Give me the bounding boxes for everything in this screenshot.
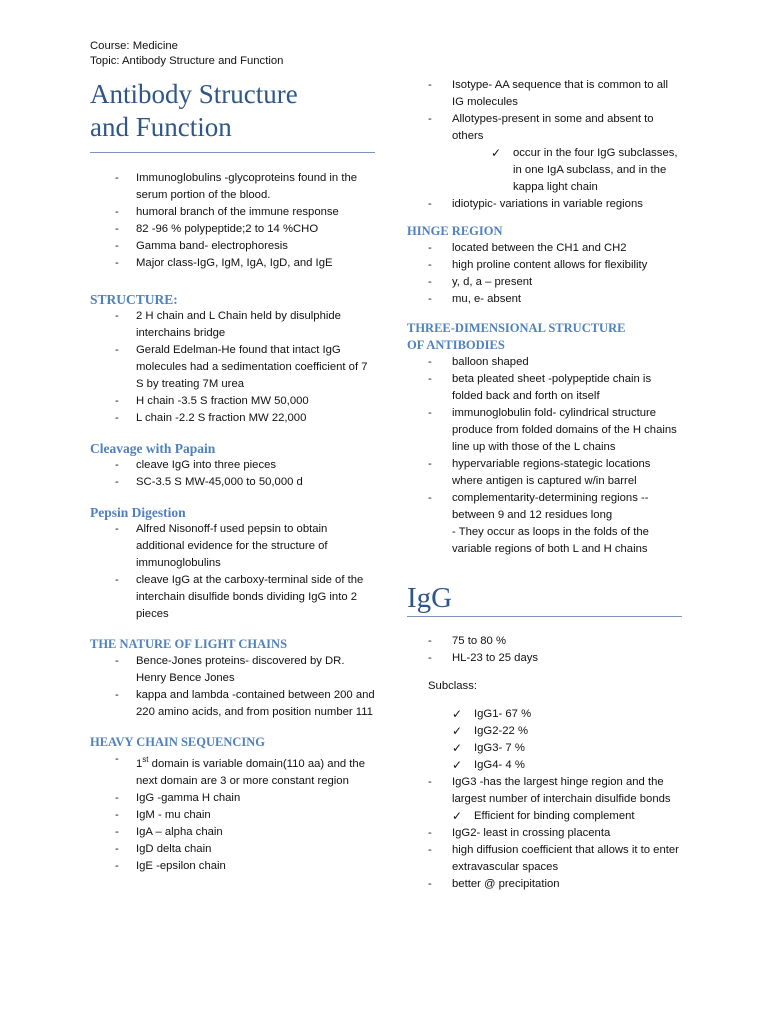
idiotypic-list	[407, 196, 682, 213]
heavy-chain-list	[90, 751, 375, 875]
list-item: - 75 to 80 %	[407, 633, 682, 650]
list-item: - Gerald Edelman-He found that intact IgG molecules had a sedimentation coefficient of 7 S by treating 7M urea	[90, 342, 375, 393]
list-item: - IgG3 -has the largest hinge region and the largest number of interchain disulfide bonds	[407, 774, 682, 808]
check-mark-icon: ✓	[452, 707, 463, 721]
list-item: - IgM - mu chain	[90, 807, 375, 824]
list-item: - Gamma band- electrophoresis	[90, 238, 375, 255]
loops-note: - They occur as loops in the folds of the variable regions of both L and H chains	[452, 526, 649, 555]
structure-list	[90, 308, 375, 427]
list-item: - Isotype- AA sequence that is common to all IG molecules	[407, 77, 682, 111]
list-item: - immunoglobulin fold- cylindrical structure produce from folded domains of the H chains line up with those of the L chains	[407, 405, 682, 456]
heading-line-1: THREE-DIMENSIONAL STRUCTURE	[407, 321, 626, 335]
pepsin-heading: Pepsin Digestion	[90, 505, 186, 520]
list-item: - idiotypic- variations in variable regions	[407, 196, 682, 213]
igg3-list	[407, 774, 682, 808]
title-line-1: Antibody Structure	[90, 79, 298, 109]
check-item	[407, 145, 682, 196]
list-item: - IgE -epsilon chain	[90, 858, 375, 875]
check-item	[407, 808, 682, 825]
check-item	[407, 740, 682, 757]
hinge-region-heading: HINGE REGION	[407, 224, 503, 238]
list-item: - 2 H chain and L Chain held by disulphide interchains bridge	[90, 308, 375, 342]
heading-line-2: OF ANTIBODIES	[407, 338, 505, 352]
list-item: - SC-3.5 S MW-45,000 to 50,000 d	[90, 474, 375, 491]
check-mark-icon: ✓	[452, 809, 463, 823]
list-item: - IgD delta chain	[90, 841, 375, 858]
check-mark-icon: ✓	[452, 724, 463, 738]
intro-list	[90, 170, 375, 272]
left-column	[90, 0, 375, 875]
first-domain-text: domain is variable domain(110 aa) and the next domain are 3 or more constant region	[136, 757, 365, 787]
igg-divider	[407, 616, 682, 617]
check-text: IgG4- 4 %	[474, 759, 525, 771]
light-chains-list	[90, 653, 375, 721]
list-item: - Allotypes-present in some and absent to others	[407, 111, 682, 145]
ordinal-suffix: st	[142, 755, 149, 764]
check-text: IgG1- 67 %	[474, 708, 532, 720]
check-text: IgG2-22 %	[474, 725, 529, 737]
topic-line: Topic: Antibody Structure and Function	[90, 55, 284, 67]
pepsin-list	[90, 521, 375, 623]
list-item: - Major class-IgG, IgM, IgA, IgD, and IgE	[90, 255, 375, 272]
right-column	[407, 0, 682, 893]
list-item: - IgG -gamma H chain	[90, 790, 375, 807]
list-item: - L chain -2.2 S fraction MW 22,000	[90, 410, 375, 427]
list-item: - kappa and lambda -contained between 200 and 220 amino acids, and from position number 111	[90, 687, 375, 721]
list-item: - y, d, a – present	[407, 274, 682, 291]
three-d-structure-heading	[407, 320, 682, 354]
list-item: - Bence-Jones proteins- discovered by DR. Henry Bence Jones	[90, 653, 375, 687]
check-item	[407, 757, 682, 774]
subclass-list	[407, 706, 682, 774]
check-text: Efficient for binding complement	[474, 810, 635, 822]
title-line-2: and Function	[90, 112, 232, 142]
list-item: - beta pleated sheet -polypeptide chain is folded back and forth on itself	[407, 371, 682, 405]
list-item: - cleave IgG at the carboxy-terminal side of the interchain disulfide bonds dividing IgG into 2 pieces	[90, 572, 375, 623]
list-item: - H chain -3.5 S fraction MW 50,000	[90, 393, 375, 410]
list-item: - HL-23 to 25 days	[407, 650, 682, 667]
hinge-region-list	[407, 240, 682, 308]
list-item: - high proline content allows for flexibility	[407, 257, 682, 274]
check-text: IgG3- 7 %	[474, 742, 525, 754]
list-item: - balloon shaped	[407, 354, 682, 371]
check-mark-icon: ✓	[452, 758, 463, 772]
igg-more-list	[407, 825, 682, 893]
check-item	[407, 706, 682, 723]
isotype-list	[407, 77, 682, 145]
list-item: - cleave IgG into three pieces	[90, 457, 375, 474]
check-item	[407, 723, 682, 740]
page-title	[90, 78, 375, 144]
list-item: - located between the CH1 and CH2	[407, 240, 682, 257]
subclass-label: Subclass:	[428, 680, 477, 692]
heavy-chain-heading: HEAVY CHAIN SEQUENCING	[90, 735, 266, 749]
three-d-structure-list	[407, 354, 682, 524]
check-mark-icon: ✓	[452, 741, 463, 755]
list-item: - 82 -96 % polypeptide;2 to 14 %CHO	[90, 221, 375, 238]
list-item: - IgG2- least in crossing placenta	[407, 825, 682, 842]
check-text: occur in the four IgG subclasses, in one IgA subclass, and in the kappa light chain	[513, 147, 678, 193]
list-item: - hypervariable regions-stategic locations where antigen is captured w/in barrel	[407, 456, 682, 490]
allotype-check-list	[407, 145, 682, 196]
light-chains-heading: THE NATURE OF LIGHT CHAINS	[90, 637, 288, 651]
igg-title: IgG	[407, 582, 453, 614]
list-item: - mu, e- absent	[407, 291, 682, 308]
papain-heading: Cleavage with Papain	[90, 441, 216, 456]
list-item: - complementarity-determining regions -- between 9 and 12 residues long	[407, 490, 682, 524]
list-item	[90, 751, 375, 790]
structure-heading: STRUCTURE:	[90, 292, 178, 307]
list-item: - humoral branch of the immune response	[90, 204, 375, 221]
igg-list	[407, 633, 682, 667]
ordinal-number: 1	[136, 757, 143, 770]
list-item: - high diffusion coefficient that allows it to enter extravascular spaces	[407, 842, 682, 876]
check-mark-icon: ✓	[491, 146, 502, 160]
list-item: - IgA – alpha chain	[90, 824, 375, 841]
papain-list	[90, 457, 375, 491]
list-item: - Immunoglobulins -glycoproteins found in the serum portion of the blood.	[90, 170, 375, 204]
title-divider	[90, 152, 375, 153]
igg3-check-list	[407, 808, 682, 825]
list-item: - better @ precipitation	[407, 876, 682, 893]
course-line: Course: Medicine	[90, 40, 178, 52]
list-item: - Alfred Nisonoff-f used pepsin to obtain additional evidence for the structure of immunoglobulins	[90, 521, 375, 572]
